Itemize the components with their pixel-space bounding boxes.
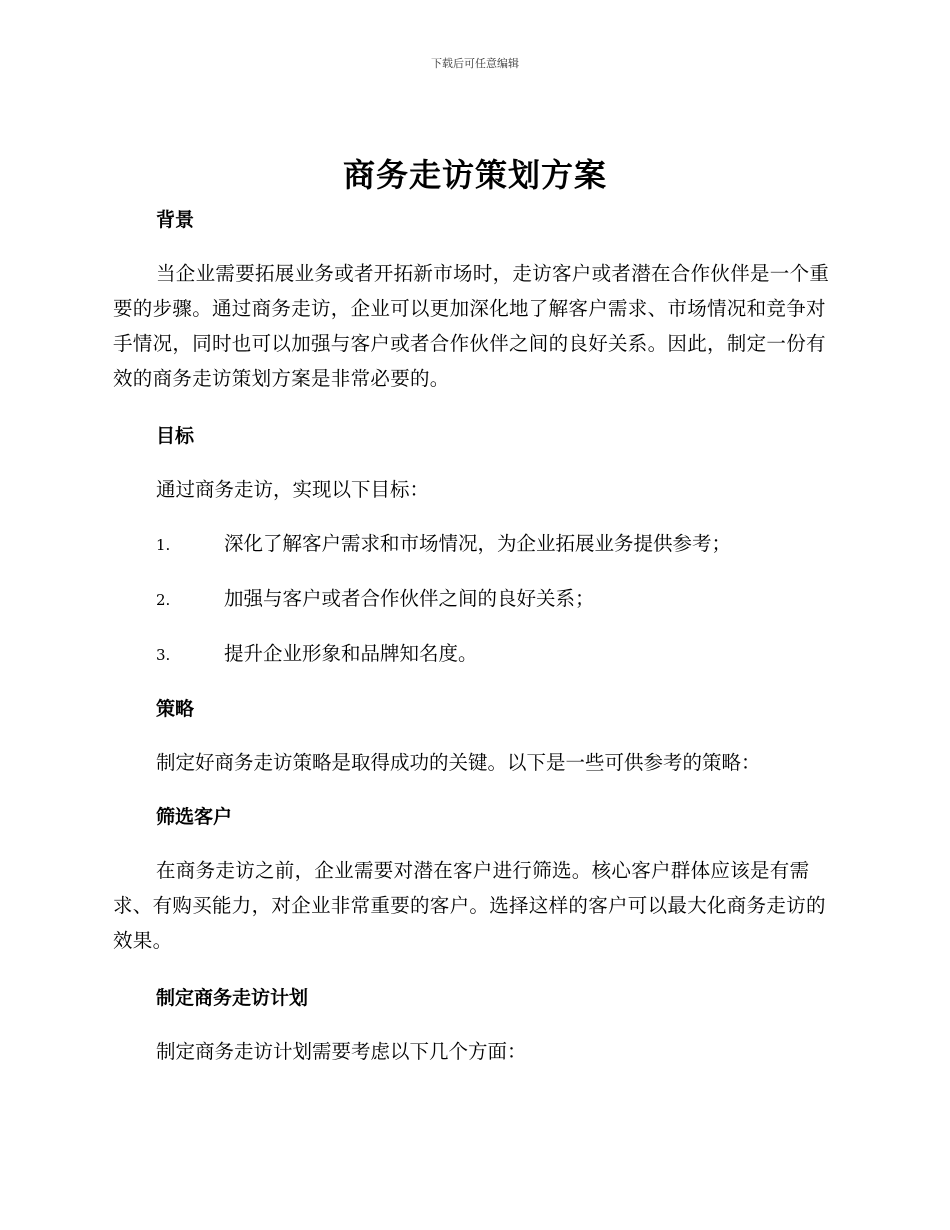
list-item-number: 1.: [156, 536, 171, 554]
list-item: [113, 581, 838, 618]
list-item-text: 加强与客户或者合作伙伴之间的良好关系；: [224, 587, 595, 610]
section-heading-screening: 筛选客户: [156, 806, 233, 828]
paragraph-goals-intro: 通过商务走访，实现以下目标：: [156, 478, 430, 501]
paragraph-background: 当企业需要拓展业务或者开拓新市场时，走访客户或者潜在合作伙伴是一个重要的步骤。通过商务走访，企业可以更加深化地了解客户需求、市场情况和竞争对手情况，同时也可以加强与客户或者合作伙伴之间的良好关系。因此，制定一份有效的商务走访策划方案是非常必要的。: [113, 262, 830, 390]
document-title: 商务走访策划方案: [342, 156, 607, 194]
list-item-text: 提升企业形象和品牌知名度。: [224, 642, 478, 665]
list-item: [113, 526, 838, 563]
section-heading-strategy: 策略: [156, 698, 195, 720]
page-header-note: 下载后可任意编辑: [431, 57, 519, 70]
section-heading-background: 背景: [156, 209, 195, 231]
section-heading-goals: 目标: [156, 425, 195, 447]
document-body: [113, 202, 838, 1088]
paragraph-screening: 在商务走访之前，企业需要对潜在客户进行筛选。核心客户群体应该是有需求、有购买能力，对企业非常重要的客户。选择这样的客户可以最大化商务走访的效果。: [113, 859, 826, 952]
list-item-number: 3.: [156, 646, 171, 664]
paragraph-plan-intro: 制定商务走访计划需要考虑以下几个方面：: [156, 1040, 527, 1063]
goals-list: [113, 526, 838, 673]
section-heading-plan: 制定商务走访计划: [156, 987, 309, 1009]
paragraph-strategy-intro: 制定好商务走访策略是取得成功的关键。以下是一些可供参考的策略：: [156, 751, 761, 774]
list-item: [113, 636, 838, 673]
list-item-number: 2.: [156, 591, 171, 609]
list-item-text: 深化了解客户需求和市场情况，为企业拓展业务提供参考；: [224, 532, 732, 555]
